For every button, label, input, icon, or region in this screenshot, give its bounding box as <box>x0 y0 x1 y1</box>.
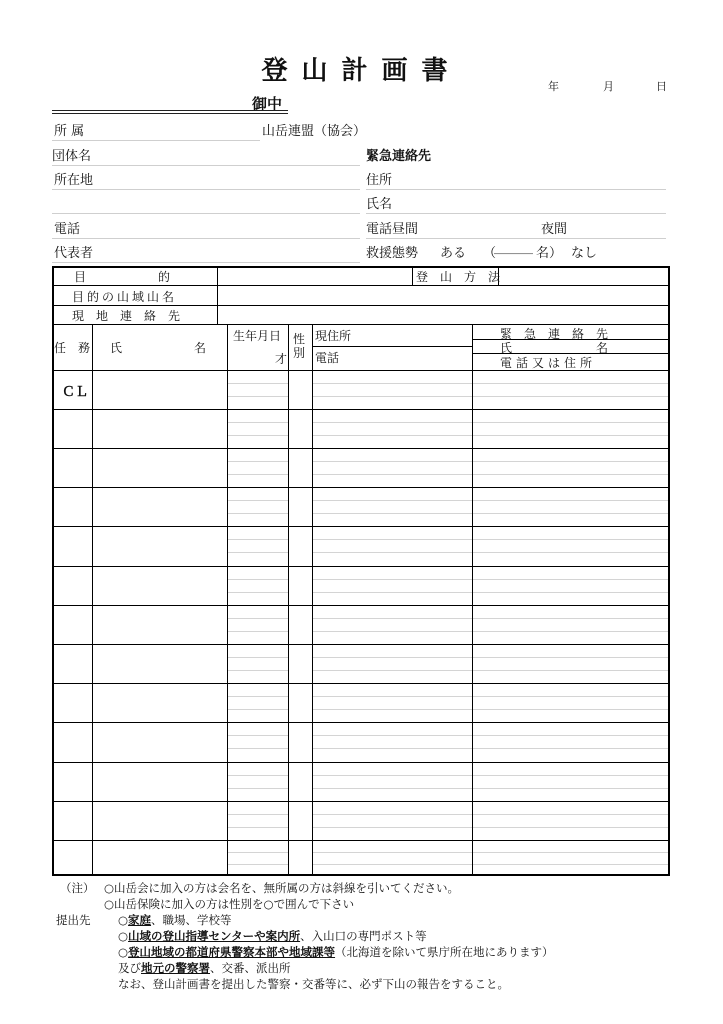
rescue-open-paren: （ <box>483 246 497 261</box>
submit-item-3 <box>118 944 554 960</box>
page-title: 登山計画書 <box>261 56 462 86</box>
date-year-label: 年 <box>548 80 559 93</box>
addressee-label: 御中 <box>252 95 283 113</box>
rescue-count-label: 名） <box>536 246 563 261</box>
emergency-name-field[interactable] <box>366 213 666 214</box>
phone-label: 電話 <box>54 222 81 237</box>
col-role-header: 任 務 <box>54 341 91 355</box>
submit-local-police-rest: 、交番、派出所 <box>210 961 291 975</box>
group-name-label: 団体名 <box>52 149 92 164</box>
bullet-mark: ○ <box>118 913 129 927</box>
member-table <box>52 266 670 876</box>
submit-home-rest: 、職場、学校等 <box>151 913 232 927</box>
phone-field[interactable] <box>52 238 360 239</box>
addressee-line <box>52 110 288 111</box>
submit-home: 家庭 <box>128 913 152 927</box>
location-label: 所在地 <box>54 173 94 188</box>
submit-item-1 <box>118 912 232 928</box>
note-label: （注） <box>60 881 95 895</box>
col-phone-header: 電話 <box>315 351 340 365</box>
bullet-mark: ○ <box>118 945 129 959</box>
rescue-count-field[interactable]: ______ <box>494 240 533 255</box>
submit-note-final: なお、登山計画書を提出した警察・交番等に、必ず下山の報告をすること。 <box>118 977 509 991</box>
purpose-label: 目 的 <box>74 270 171 284</box>
emergency-address-label: 住所 <box>366 173 393 188</box>
submit-center-rest: 、入山口の専門ポスト等 <box>300 929 427 943</box>
col-em-phone-header: 電話又は住所 <box>500 356 597 370</box>
submit-and: 及び <box>118 961 141 975</box>
emergency-contact-label: 緊急連絡先 <box>366 149 432 164</box>
note-2: ○山岳保険に加入の方は性別を○で囲んで下さい <box>104 897 355 911</box>
col-em-name-header: 氏 名 <box>500 341 609 355</box>
col-address-header: 現住所 <box>315 329 352 343</box>
col-age-header: 才 <box>275 352 288 366</box>
col-emergency-header: 緊 急 連 絡 先 <box>500 327 609 341</box>
date-day-label: 日 <box>656 80 667 93</box>
emergency-address-field[interactable] <box>366 189 666 190</box>
col-birth-header: 生年月日 <box>233 329 282 343</box>
rescue-yes-option[interactable]: ある <box>440 246 467 261</box>
addressee-line-double <box>52 113 288 114</box>
method-label: 登 山 方 法 <box>416 270 501 284</box>
emergency-name-label: 氏名 <box>366 197 393 212</box>
affiliation-field[interactable] <box>52 140 260 141</box>
location-field-2[interactable] <box>52 213 360 214</box>
federation-label: 山岳連盟（協会） <box>262 124 367 139</box>
rescue-label: 救援態勢 <box>366 246 419 261</box>
representative-label: 代表者 <box>54 246 94 261</box>
representative-field[interactable] <box>52 262 360 263</box>
first-role-cl: ＣＬ <box>62 385 89 400</box>
phone-night-label: 夜間 <box>541 222 568 237</box>
bullet-mark: ○ <box>118 929 129 943</box>
phone-day-label: 電話昼間 <box>366 222 419 237</box>
submit-center: 山域の登山指導センターや案内所 <box>128 929 301 943</box>
note-1: ○山岳会に加入の方は会名を、無所属の方は斜線を引いてください。 <box>104 881 460 895</box>
date-month-label: 月 <box>603 80 614 93</box>
col-name-header: 氏 名 <box>110 341 207 355</box>
local-contact-label: 現 地 連 絡 先 <box>72 309 181 323</box>
emergency-phone-field[interactable] <box>366 238 666 239</box>
group-name-field[interactable] <box>52 165 360 166</box>
submit-local-police: 地元の警察署 <box>141 961 210 975</box>
submit-item-2 <box>118 928 427 944</box>
target-area-label: 目的の山域山名 <box>72 290 178 304</box>
submit-police-hq-rest: （北海道を除いて県庁所在地にあります） <box>335 945 554 959</box>
submit-police-hq: 登山地域の都道府県警察本部や地域課等 <box>128 945 336 959</box>
affiliation-label: 所 属 <box>54 124 85 139</box>
rescue-no-option[interactable]: なし <box>571 246 598 261</box>
location-field[interactable] <box>52 189 360 190</box>
col-sex-header: 性別 <box>293 332 306 360</box>
submit-label: 提出先 <box>56 913 91 927</box>
submit-item-4 <box>118 960 291 976</box>
